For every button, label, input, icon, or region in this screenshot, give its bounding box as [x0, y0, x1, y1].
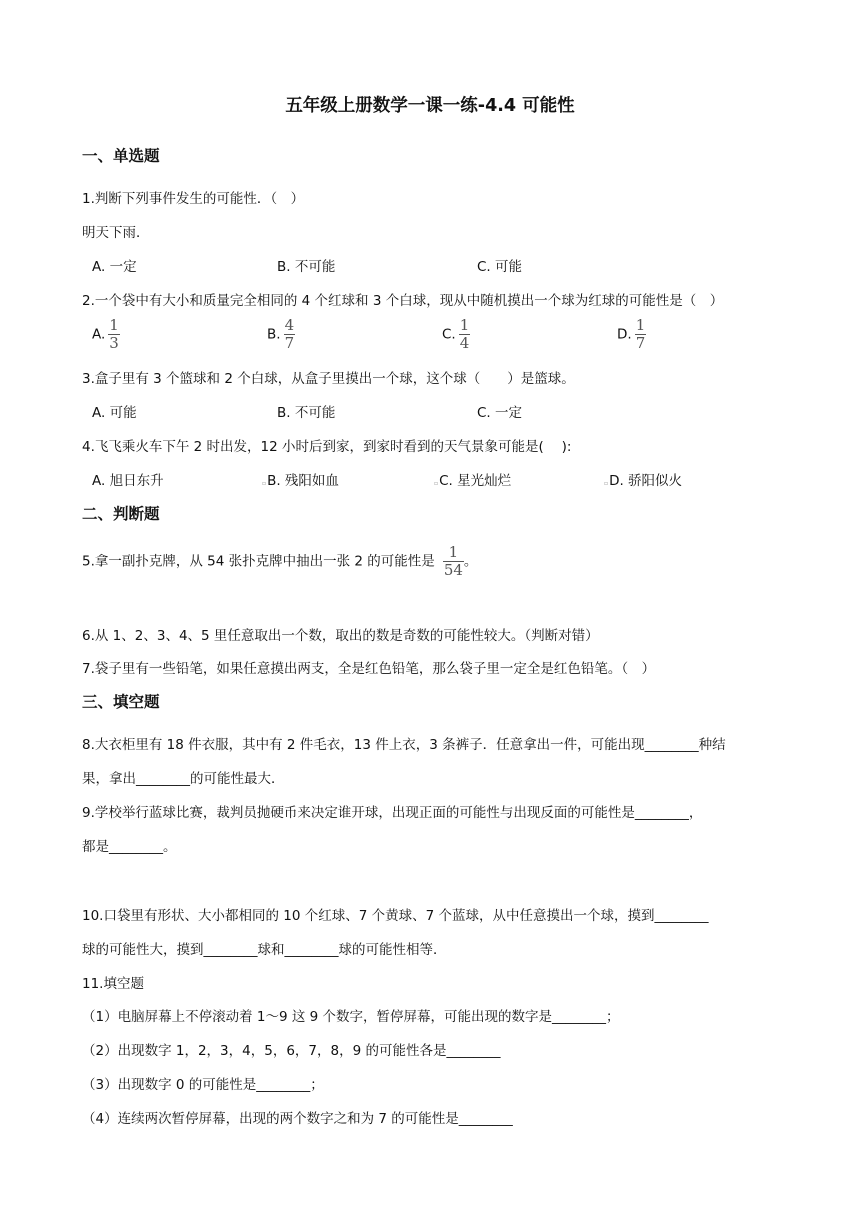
- question-7-text: 7.袋子里有一些铅笔，如果任意摸出两支，全是红色铅笔，那么袋子里一定全是红色铅笔。（ ）: [82, 661, 656, 677]
- question-3-option-b: B. 不可能: [277, 405, 336, 421]
- fraction-numerator: 1: [109, 316, 119, 334]
- fraction-denominator: 4: [459, 334, 470, 352]
- fraction: [459, 318, 471, 351]
- page-title: 五年级上册数学一课一练-4.4 可能性: [285, 96, 575, 116]
- question-10-line-2: 球的可能性大，摸到________球和________球的可能性相等．: [82, 942, 447, 958]
- option-label: C.: [442, 326, 456, 343]
- question-11-item-4: （4）连续两次暂停屏幕，出现的两个数字之和为 7 的可能性是________: [82, 1111, 513, 1127]
- fraction: [284, 318, 296, 351]
- question-4-option-c: [434, 469, 511, 489]
- question-10-line-1: 10.口袋里有形状、大小都相同的 10 个红球、7 个黄球、7 个蓝球，从中任意摸出一个球，摸到________: [82, 908, 709, 924]
- question-11-text: 11.填空题: [82, 976, 144, 992]
- question-9-line-1: 9.学校举行蓝球比赛，裁判员抛硬币来决定谁开球，出现正面的可能性与出现反面的可能性是________，: [82, 805, 703, 821]
- question-11-item-2: （2）出现数字 1，2，3，4，5，6，7，8，9 的可能性各是________: [82, 1043, 501, 1059]
- bullet-mark-icon: ▫: [434, 480, 439, 487]
- fraction-denominator: 54: [443, 561, 463, 579]
- question-11-item-3: （3）出现数字 0 的可能性是________；: [82, 1077, 324, 1093]
- question-3-option-c: C. 一定: [477, 405, 523, 421]
- question-2-option-d: [617, 318, 646, 351]
- option-text: B. 残阳如血: [267, 473, 339, 489]
- section-heading-fill-in: 三、填空题: [82, 693, 160, 711]
- fraction: [635, 318, 647, 351]
- question-2-option-c: [442, 318, 470, 351]
- question-4-text: 4.飞飞乘火车下午 2 时出发，12 小时后到家，到家时看到的天气景象可能是( ):: [82, 439, 572, 455]
- question-2-text: 2.一个袋中有大小和质量完全相同的 4 个红球和 3 个白球，现从中随机摸出一个球为红球的可能性是（ ）: [82, 293, 724, 309]
- section-heading-true-false: 二、判断题: [82, 505, 160, 523]
- option-label: B.: [267, 326, 281, 343]
- fraction-denominator: 7: [635, 334, 646, 352]
- question-2-option-a: [92, 318, 120, 351]
- question-5-end: 。: [463, 553, 478, 570]
- option-text: D. 骄阳似火: [609, 473, 683, 489]
- fraction: [108, 318, 120, 351]
- fraction-numerator: 4: [284, 316, 295, 334]
- fraction-denominator: 3: [109, 334, 119, 352]
- fraction-denominator: 7: [284, 334, 295, 352]
- bullet-mark-icon: ▫: [262, 480, 267, 487]
- section-heading-single-choice: 一、单选题: [82, 147, 160, 165]
- question-11-item-1: （1）电脑屏幕上不停滚动着 1～9 这 9 个数字，暂停屏幕，可能出现的数字是________；: [82, 1009, 620, 1025]
- fraction-numerator: 1: [635, 316, 646, 334]
- question-5: [82, 545, 477, 578]
- question-4-option-d: [604, 469, 682, 489]
- question-1-option-b: B. 不可能: [277, 259, 336, 275]
- question-4-option-a: A. 旭日东升: [92, 473, 164, 489]
- question-1-option-c: C. 可能: [477, 259, 523, 275]
- fraction-numerator: 1: [459, 316, 470, 334]
- question-1-text: 1.判断下列事件发生的可能性．（ ）: [82, 191, 305, 207]
- question-8-line-1: 8.大衣柜里有 18 件衣服，其中有 2 件毛衣，13 件上衣，3 条裤子．任意拿出一件，可能出现________种结: [82, 737, 726, 753]
- question-1-subtext: 明天下雨．: [82, 225, 150, 241]
- fraction-numerator: 1: [448, 543, 459, 561]
- question-4-option-b: [262, 469, 339, 489]
- question-8-line-2: 果，拿出________的可能性最大．: [82, 771, 285, 787]
- option-label: A.: [92, 326, 106, 343]
- question-2-option-b: [267, 318, 295, 351]
- fraction: [443, 545, 464, 578]
- option-label: D.: [617, 326, 632, 343]
- question-9-line-2: 都是________。: [82, 839, 177, 855]
- question-5-text: 5.拿一副扑克牌，从 54 张扑克牌中抽出一张 2 的可能性是: [82, 553, 435, 570]
- question-3-text: 3.盒子里有 3 个篮球和 2 个白球，从盒子里摸出一个球，这个球（ ）是篮球。: [82, 371, 575, 387]
- question-1-option-a: A. 一定: [92, 259, 137, 275]
- option-text: C. 星光灿烂: [439, 473, 512, 489]
- question-6-text: 6.从 1、2、3、4、5 里任意取出一个数，取出的数是奇数的可能性较大。（判断对错）: [82, 628, 599, 644]
- question-3-option-a: A. 可能: [92, 405, 137, 421]
- bullet-mark-icon: ▫: [604, 480, 609, 487]
